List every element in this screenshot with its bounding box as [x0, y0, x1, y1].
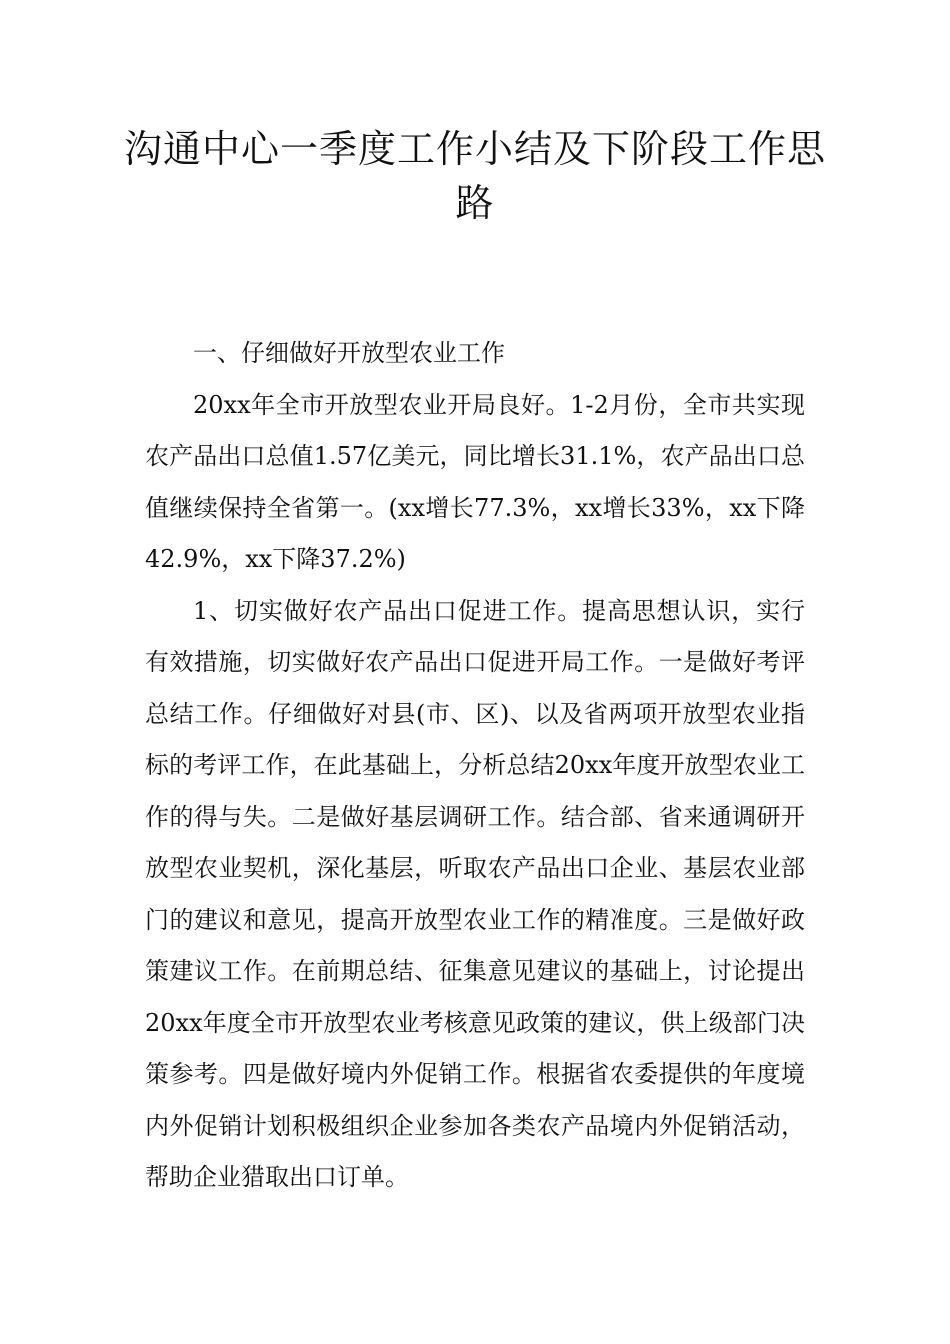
- paragraph-overview: 20xx年全市开放型农业开局良好。1-2月份，全市共实现农产品出口总值1.57亿美元，同比增长31.1%，农产品出口总值继续保持全省第一。(xx增长77.3%，xx增长33%，xx下降42.9%，xx下降37.2%): [145, 390, 805, 573]
- document-title: 沟通中心一季度工作小结及下阶段工作思路: [123, 127, 826, 225]
- paragraph-export-promotion: 1、切实做好农产品出口促进工作。提高思想认识，实行有效措施，切实做好农产品出口促进开局工作。一是做好考评总结工作。仔细做好对县(市、区)、以及省两项开放型农业指标的考评工作，在此基础上，分析总结20xx年度开放型农业工作的得与失。二是做好基层调研工作。结合部、省来通调研开放型农业契机，深化基层，听取农产品出口企业、基层农业部门的建议和意见，提高开放型农业工作的精准度。三是做好政策建议工作。在前期总结、征集意见建议的基础上，讨论提出20xx年度全市开放型农业考核意见政策的建议，供上级部门决策参考。四是做好境内外促销工作。根据省农委提供的年度境内外促销计划积极组织企业参加各类农产品境内外促销活动，帮助企业猎取出口订单。: [145, 596, 805, 1191]
- document-body: [145, 328, 805, 1204]
- section-heading: 一、仔细做好开放型农业工作: [193, 339, 505, 367]
